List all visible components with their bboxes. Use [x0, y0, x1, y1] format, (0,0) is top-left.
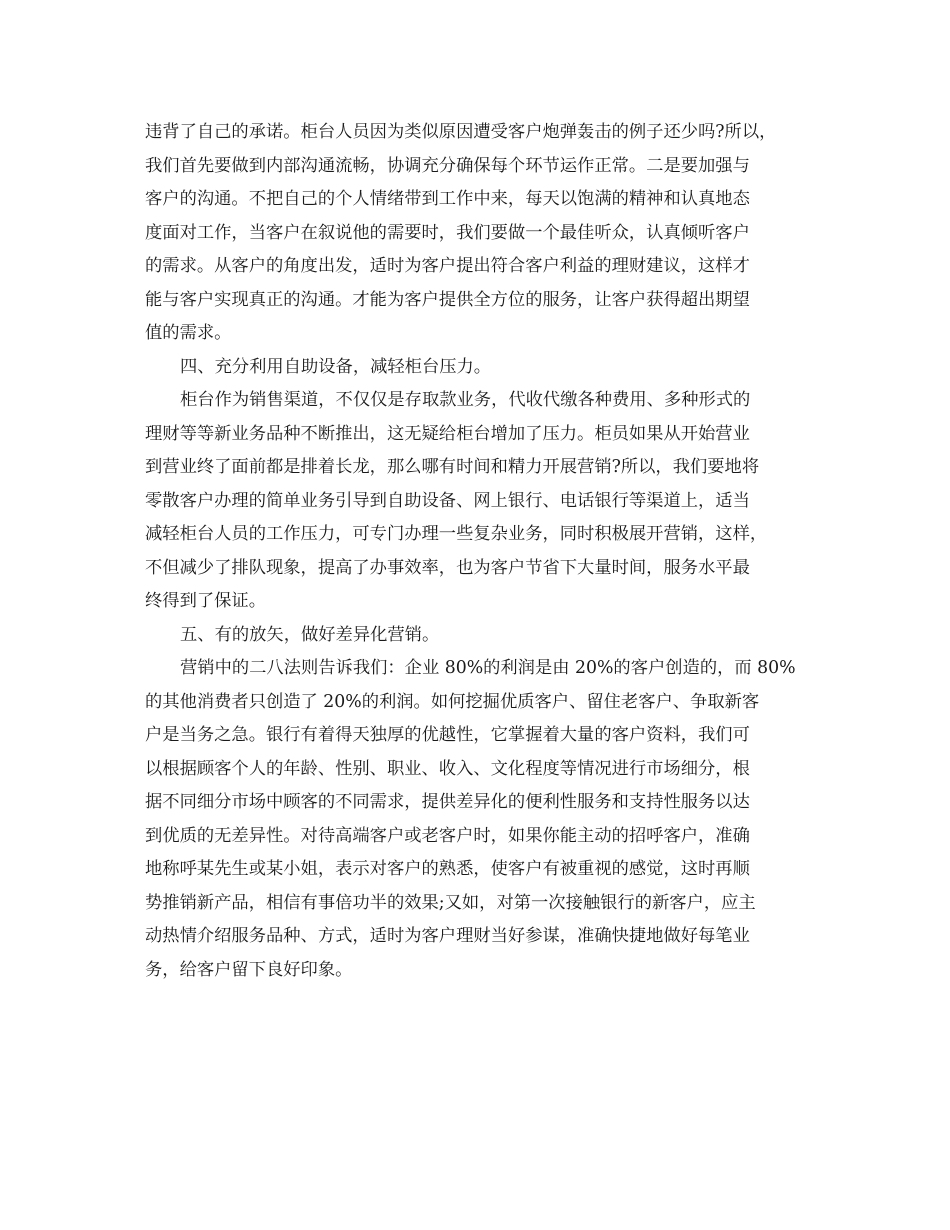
text-line: 营销中的二八法则告诉我们：企业 80%的利润是由 20%的客户创造的，而 80% [180, 658, 796, 678]
text-line: 到优质的无差异性。对待高端客户或老客户时，如果你能主动的招呼客户，准确 [145, 825, 750, 846]
text-line: 柜台作为销售渠道，不仅仅是存取款业务，代收代缴各种费用、多种形式的 [180, 390, 751, 410]
body-text [145, 116, 805, 987]
text-line: 我们首先要做到内部沟通流畅，协调充分确保每个环节运作正常。二是要加强与 [145, 155, 750, 176]
text-line: 据不同细分市场中顾客的不同需求，提供差异化的便利性服务和支持性服务以达 [145, 792, 750, 812]
text-line: 终得到了保证。 [145, 591, 266, 611]
text-line: 的其他消费者只创造了 20%的利润。如何挖掘优质客户、留住老客户、争取新客 [145, 691, 760, 712]
text-line: 减轻柜台人员的工作压力，可专门办理一些复杂业务，同时积极展开营销，这样， [145, 524, 768, 544]
text-line: 客户的沟通。不把自己的个人情绪带到工作中来，每天以饱满的精神和认真地态 [145, 189, 750, 209]
text-line: 度面对工作，当客户在叙说他的需要时，我们要做一个最佳听众，认真倾听客户 [145, 222, 750, 243]
text-line: 四、充分利用自助设备，减轻柜台压力。 [180, 356, 492, 377]
text-line: 动热情介绍服务品种、方式，适时为客户理财当好参谋，准确快捷地做好每笔业 [145, 926, 750, 946]
text-line: 的需求。从客户的角度出发，适时为客户提出符合客户利益的理财建议，这样才 [145, 256, 750, 276]
text-line: 违背了自己的承诺。柜台人员因为类似原因遭受客户炮弹轰击的例子还少吗?所以， [145, 122, 777, 142]
text-line: 务，给客户留下良好印象。 [145, 959, 353, 980]
text-line: 户是当务之急。银行有着得天独厚的优越性，它掌握着大量的客户资料，我们可 [145, 725, 750, 745]
text-line: 零散客户办理的简单业务引导到自助设备、网上银行、电话银行等渠道上，适当 [145, 490, 750, 511]
text-line: 到营业终了面前都是排着长龙，那么哪有时间和精力开展营销?所以，我们要地将 [145, 457, 760, 477]
text-line: 不但减少了排队现象，提高了办事效率，也为客户节省下大量时间，服务水平最 [145, 557, 750, 578]
text-line: 值的需求。 [145, 323, 232, 343]
text-line: 理财等等新业务品种不断推出，这无疑给柜台增加了压力。柜员如果从开始营业 [145, 423, 750, 444]
text-line: 势推销新产品，相信有事倍功半的效果;又如，对第一次接触银行的新客户，应主 [145, 892, 756, 913]
text-line: 能与客户实现真正的沟通。才能为客户提供全方位的服务，让客户获得超出期望 [145, 289, 750, 310]
text-line: 五、有的放矢，做好差异化营销。 [180, 624, 440, 645]
text-line: 地称呼某先生或某小姐，表示对客户的熟悉，使客户有被重视的感觉，这时再顺 [145, 859, 750, 879]
text-line: 以根据顾客个人的年龄、性别、职业、收入、文化程度等情况进行市场细分，根 [145, 758, 750, 779]
